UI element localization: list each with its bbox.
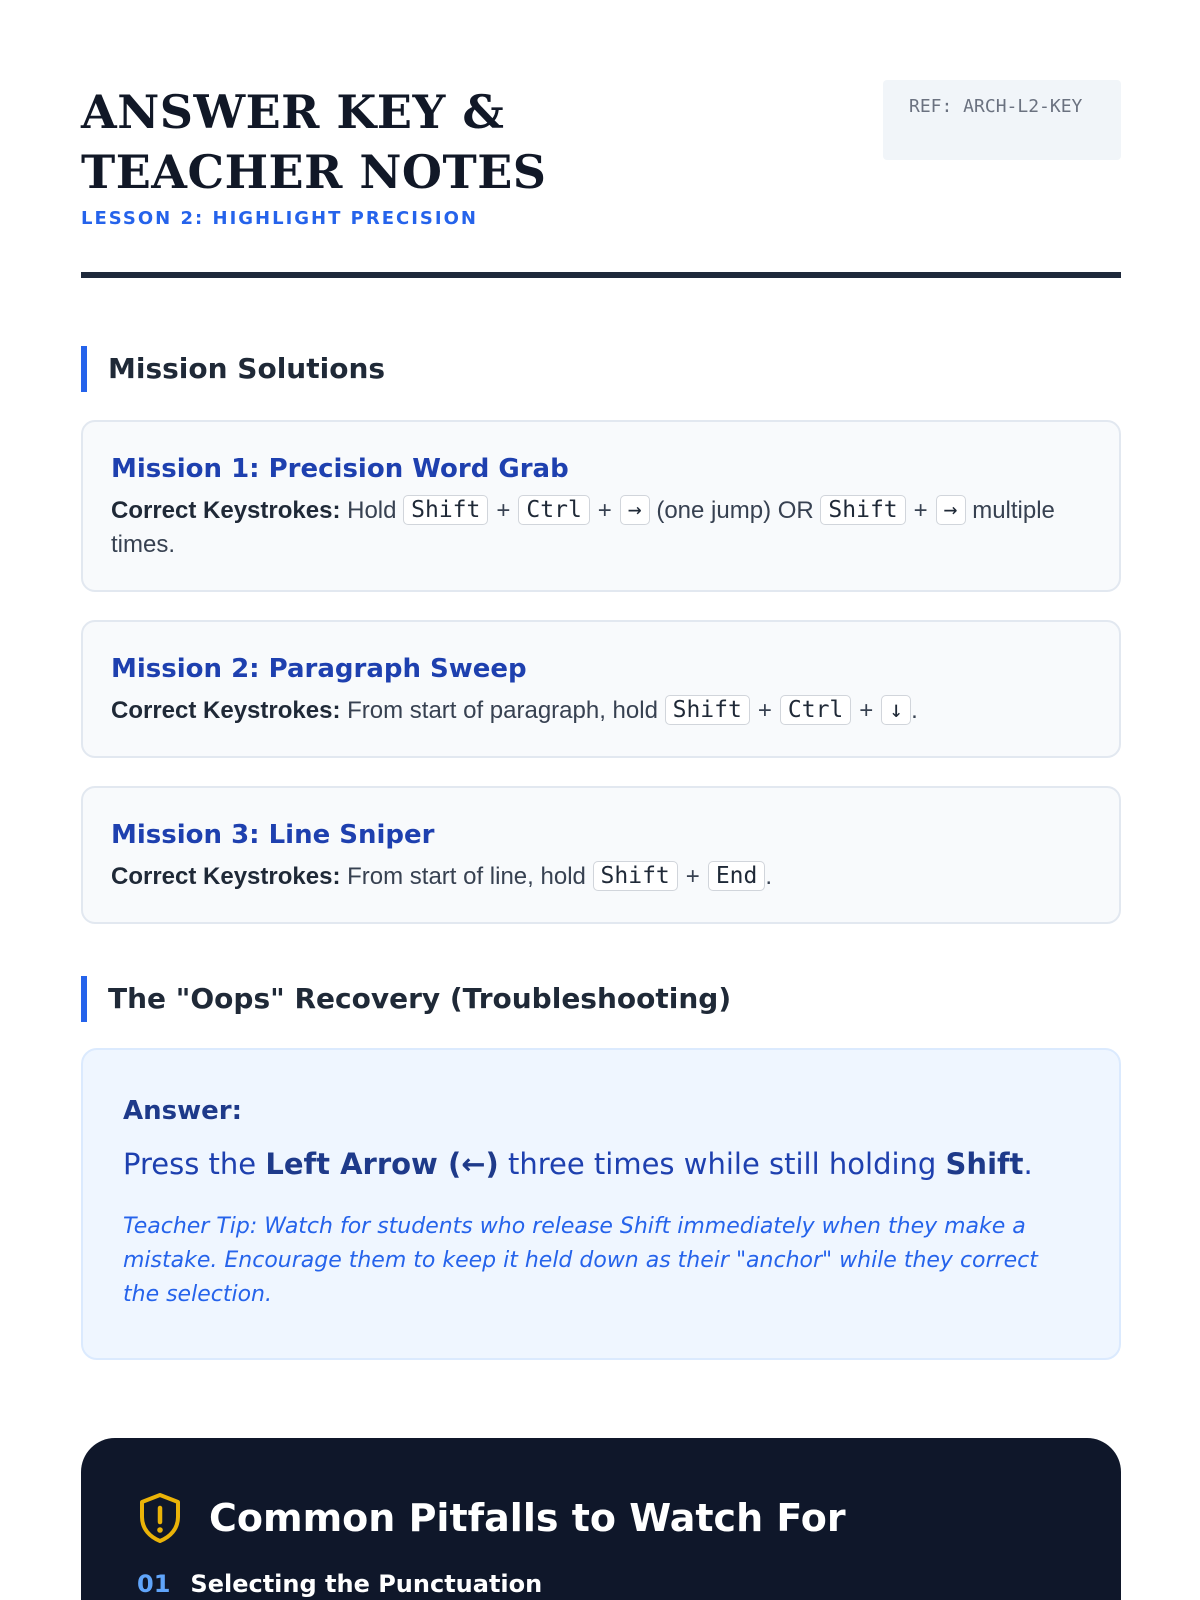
mission-text: From start of paragraph, hold (347, 697, 658, 724)
mission-text: (one jump) OR (656, 497, 814, 524)
answer-key-name: Left Arrow (←) (265, 1147, 499, 1181)
plus-sign: + (685, 863, 700, 890)
mission-keystrokes (111, 494, 1091, 562)
key-shift: Shift (665, 695, 750, 725)
pitfalls-title: Common Pitfalls to Watch For (209, 1496, 846, 1540)
mission-text: From start of line, hold (347, 863, 586, 890)
mission-title: Mission 1: Precision Word Grab (111, 454, 569, 484)
reference-code: REF: ARCH-L2-KEY (883, 80, 1121, 160)
pitfall-text: Selecting the Punctuation (190, 1570, 543, 1598)
mission-text: multiple times. (111, 497, 1055, 558)
key-shift: Shift (820, 495, 905, 525)
key-shift: Shift (593, 861, 678, 891)
mission-keystrokes (111, 860, 1091, 894)
mission-text: . (911, 697, 918, 724)
teacher-tip: Teacher Tip: Watch for students who release Shift immediately when they make a mistake. Encourage them to keep it held down as their "anchor" while they correct the selection. (123, 1214, 1038, 1307)
mission-title: Mission 3: Line Sniper (111, 820, 435, 850)
mission-text: . (765, 863, 773, 890)
mission-card-1 (81, 420, 1121, 592)
answer-text (123, 1144, 1079, 1184)
answer-text-part: Press the (123, 1147, 257, 1181)
mission-text: Hold (347, 497, 397, 524)
mission-keystrokes (111, 694, 1091, 728)
mission-card-3 (81, 786, 1121, 924)
key-end: End (708, 861, 766, 891)
answer-label: Answer: (123, 1096, 242, 1126)
key-shift: Shift (403, 495, 488, 525)
plus-sign: + (913, 497, 928, 524)
plus-sign: + (496, 497, 511, 524)
page-header (81, 0, 1121, 280)
key-right-arrow: → (936, 495, 966, 525)
pitfalls-panel (81, 1438, 1121, 1600)
plus-sign: + (757, 697, 772, 724)
key-down-arrow: ↓ (881, 695, 911, 725)
lesson-subtitle: LESSON 2: HIGHLIGHT PRECISION (81, 208, 478, 229)
keystrokes-label: Correct Keystrokes: (111, 863, 341, 890)
pitfall-number: 01 (137, 1570, 171, 1598)
mission-card-2 (81, 620, 1121, 758)
keystrokes-label: Correct Keystrokes: (111, 497, 341, 524)
shield-alert-icon (137, 1492, 183, 1544)
key-right-arrow: → (620, 495, 650, 525)
page-title: ANSWER KEY & TEACHER NOTES (81, 85, 547, 199)
plus-sign: + (597, 497, 612, 524)
pitfalls-header (137, 1492, 1065, 1544)
answer-hold-key: Shift (945, 1147, 1024, 1181)
key-ctrl: Ctrl (780, 695, 851, 725)
oops-recovery-card (81, 1048, 1121, 1360)
header-divider (81, 272, 1121, 278)
answer-key-page (81, 0, 1121, 1598)
answer-text-part: . (1023, 1147, 1033, 1181)
mission-title: Mission 2: Paragraph Sweep (111, 654, 527, 684)
section-heading-solutions: Mission Solutions (81, 346, 385, 392)
key-ctrl: Ctrl (518, 495, 589, 525)
keystrokes-label: Correct Keystrokes: (111, 697, 341, 724)
pitfall-item (137, 1570, 1065, 1598)
section-heading-troubleshooting: The "Oops" Recovery (Troubleshooting) (81, 976, 731, 1022)
plus-sign: + (859, 697, 874, 724)
answer-text-part: three times while still holding (507, 1147, 937, 1181)
